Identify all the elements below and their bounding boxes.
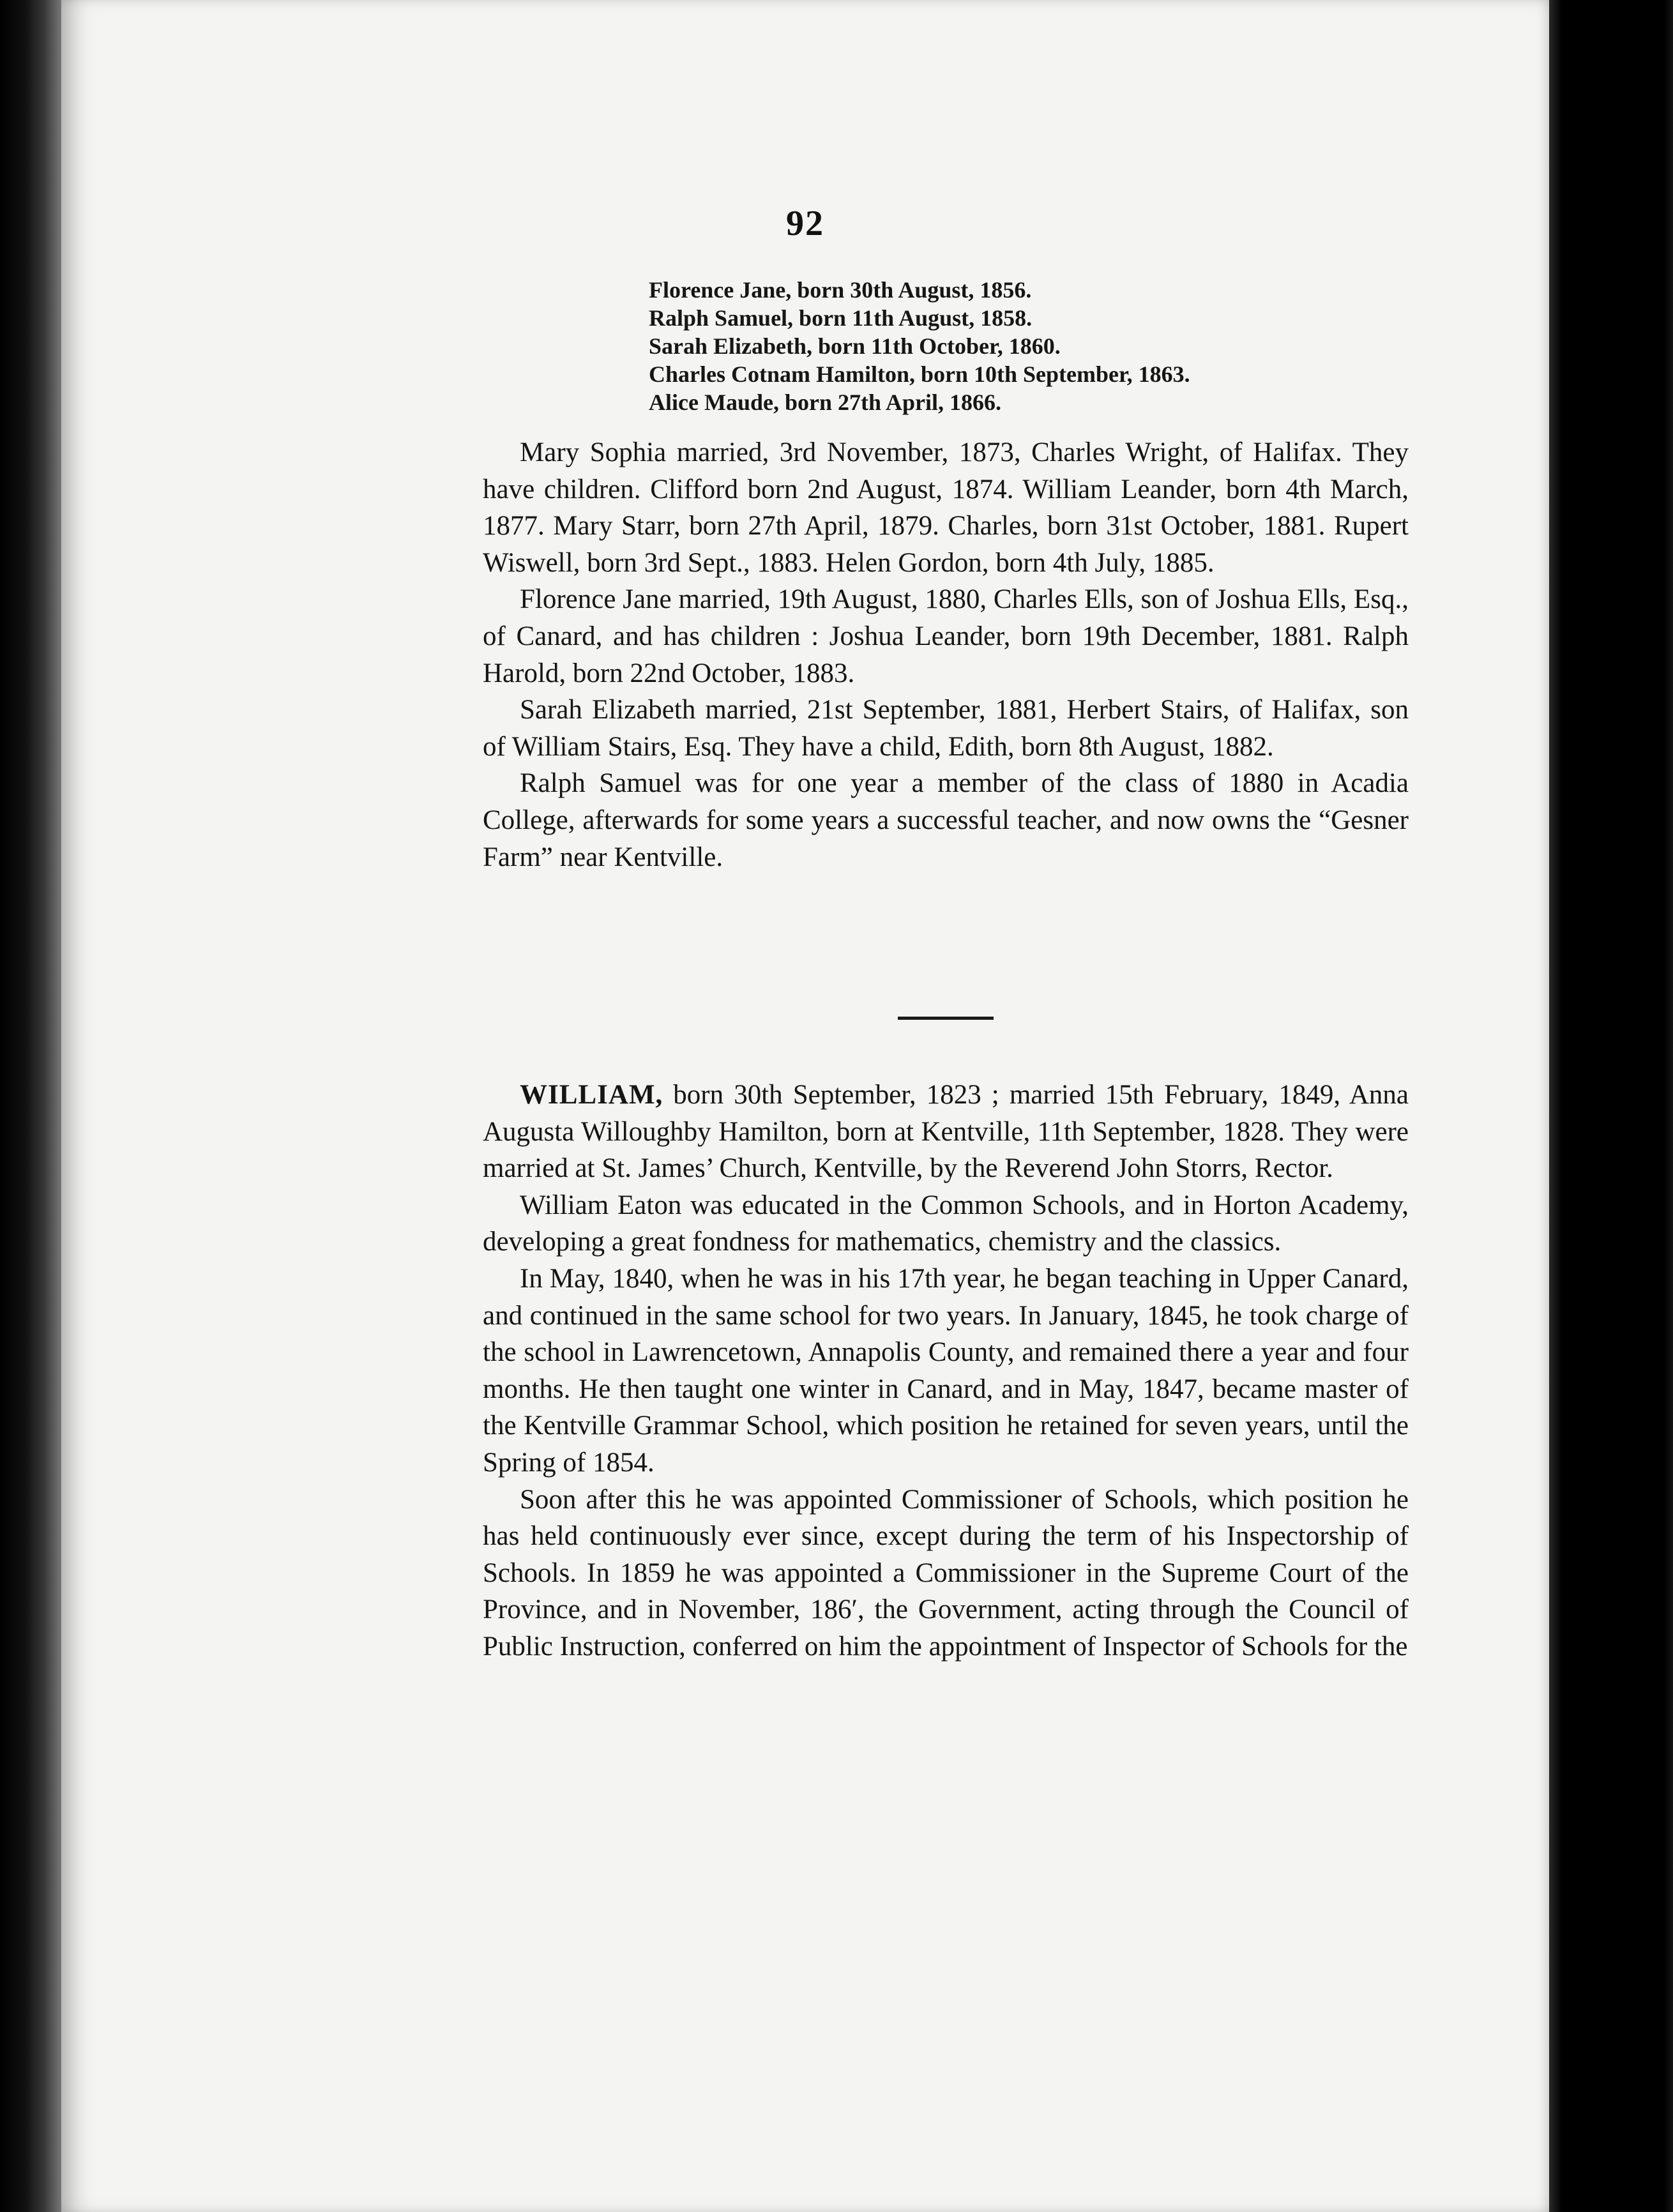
scan-border-right (1549, 0, 1673, 2212)
list-item: Charles Cotnam Hamilton, born 10th September, 1863. (649, 361, 1190, 387)
list-item: Alice Maude, born 27th April, 1866. (649, 390, 1002, 415)
list-item: Florence Jane, born 30th August, 1856. (649, 277, 1032, 303)
entry-name: WILLIAM, (520, 1080, 663, 1110)
william-section (483, 1077, 1409, 1665)
book-page (61, 0, 1549, 2212)
paragraph: William Eaton was educated in the Common Schools, and in Horton Academy, developing a great fondness for mathematics, chemistry and the classics. (483, 1190, 1409, 1257)
paragraph: Sarah Elizabeth married, 21st September, 1881, Herbert Stairs, of Halifax, son of William Stairs, Esq. They have a child, Edith, born 8th August, 1882. (483, 695, 1409, 762)
section-divider (898, 1017, 994, 1020)
scan-border-left (0, 0, 61, 2212)
paragraph: Mary Sophia married, 3rd November, 1873, Charles Wright, of Halifax. They have children. Clifford born 2nd August, 1874. William Leander, born 4th March, 1877. Mary Starr, born 27th April, 1879. Charles, born 31st October, 1881. Rupert Wiswell, born 3rd Sept., 1883. Helen Gordon, born 4th July, 1885. (483, 437, 1409, 578)
page-number: 92 (786, 204, 824, 243)
paragraph: Ralph Samuel was for one year a member of the class of 1880 in Acadia College, afterwards for some years a successful teacher, and now owns the “Gesner Farm” near Kentville. (483, 768, 1409, 872)
list-item: Sarah Elizabeth, born 11th October, 1860. (649, 333, 1061, 359)
paragraph: Florence Jane married, 19th August, 1880, Charles Ells, son of Joshua Ells, Esq., of Canard, and has children : Joshua Leander, born 19th December, 1881. Ralph Harold, born 22nd October, 1883. (483, 584, 1409, 688)
paragraph (483, 1077, 1409, 1187)
paragraph: Soon after this he was appointed Commissioner of Schools, which position he has held continuously ever since, except during the term of his Inspectorship of Schools. In 1859 he was appointed a Commissioner in the Supreme Court of the Province, and in November, 186′, the Government, acting through the Council of Public Instruction, conferred on him the appointment of Inspector of Schools for the (483, 1484, 1409, 1662)
entry-text: born 30th September, 1823 ; married 15th February, 1849, Anna Augusta Willoughby Hamilton, born at Kentville, 11th September, 1828. They were married at St. James’ Church, Kentville, by the Reverend John Storrs, Rector. (483, 1080, 1409, 1184)
list-item: Ralph Samuel, born 11th August, 1858. (649, 305, 1033, 331)
children-list (649, 276, 1479, 416)
family-section (483, 434, 1409, 875)
paragraph: In May, 1840, when he was in his 17th year, he began teaching in Upper Canard, and continued in the same school for two years. In January, 1845, he took charge of the school in Lawrencetown, Annapolis County, and remained there a year and four months. He then taught one winter in Canard, and in May, 1847, became master of the Kentville Grammar School, which position he retained for seven years, until the Spring of 1854. (483, 1263, 1409, 1478)
